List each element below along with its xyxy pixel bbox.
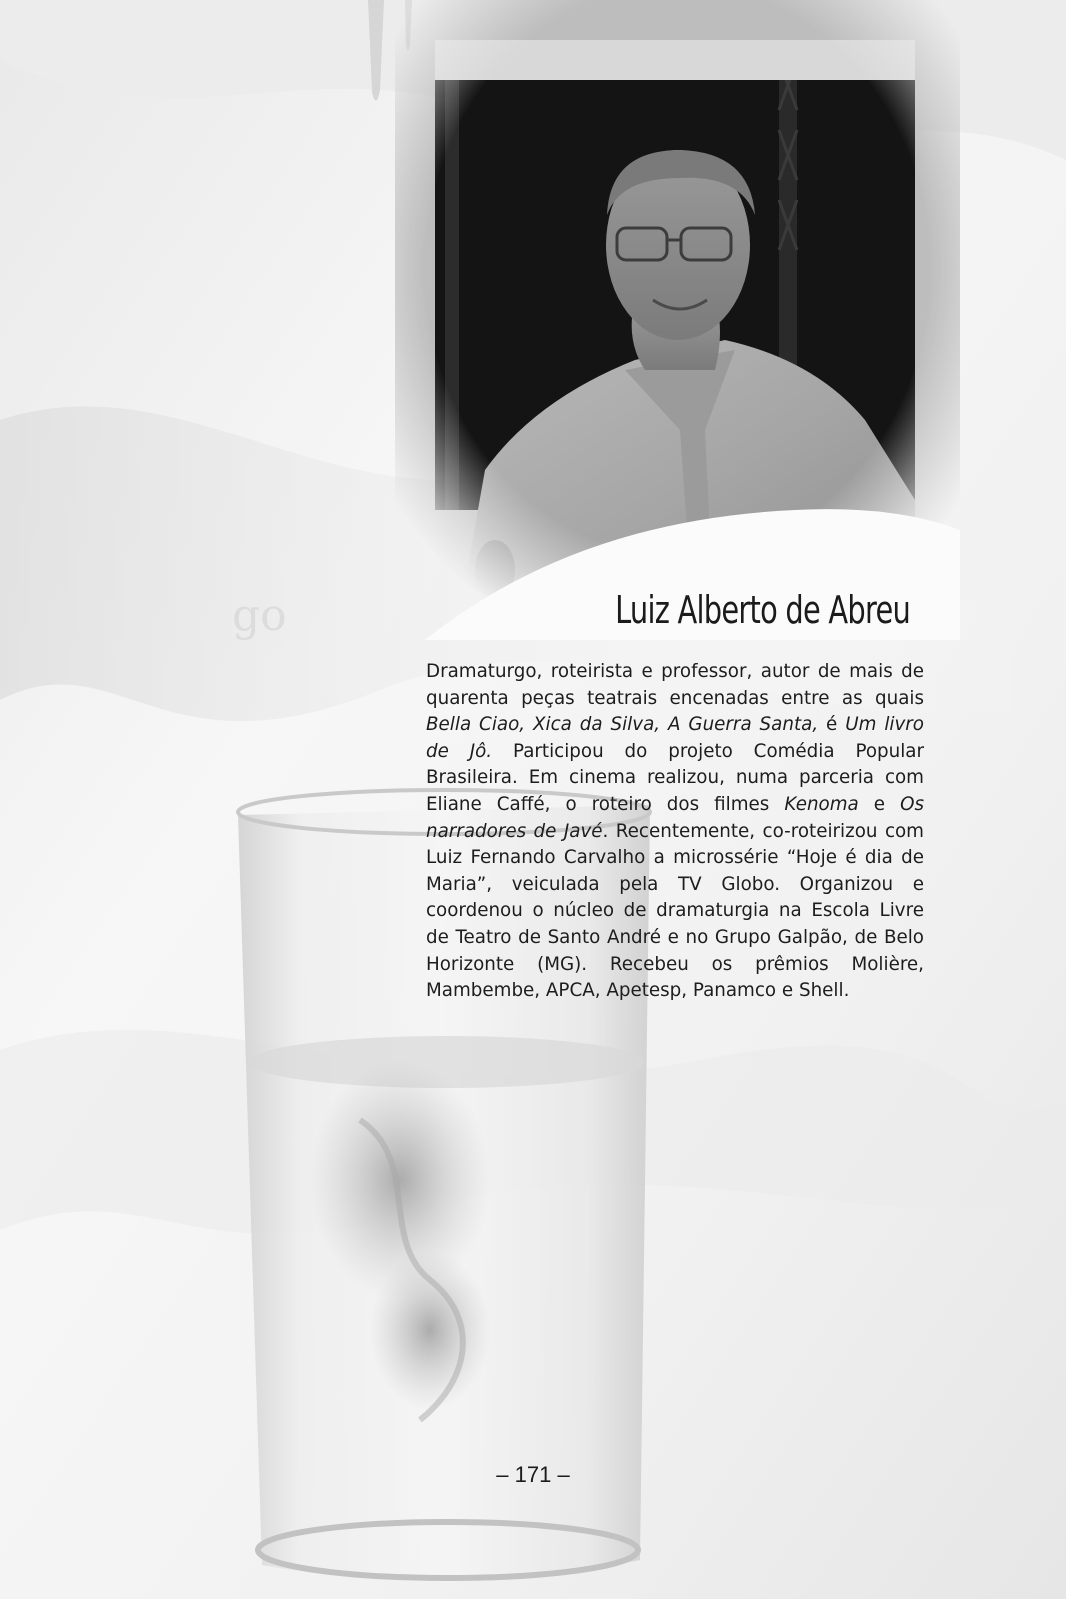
portrait-photo: [395, 0, 960, 640]
page-number: – 171 –: [496, 1462, 570, 1487]
bio-film-italic: Kenoma: [784, 793, 859, 815]
bio-works-italic: Bella Ciao, Xica da Silva, A Guerra Santa,: [426, 714, 819, 736]
bio-film-italic: Os narradores de Javé: [426, 793, 924, 842]
person-name-title: Luiz Alberto de Abreu: [615, 588, 910, 632]
bio-text: . Recentemente, co-roteirizou com Luiz Fernando Carvalho a microssérie “Hoje é dia de Maria”, veiculada pela TV Globo. Organizou e coordenou o núcleo de dramaturgia na Escola Livre de Teatro de Santo André e no Grupo Galpão, de Belo Horizonte (MG). Recebeu os prêmios Molière, Mambembe, APCA, Apetesp, Panamco e Shell.: [426, 820, 924, 1002]
svg-text:go: go: [232, 590, 287, 641]
bio-text: é: [818, 714, 846, 736]
biography-paragraph: [426, 659, 924, 1005]
bio-text: e: [858, 793, 901, 815]
bio-text: Participou do projeto Comédia Popular Brasileira. Em cinema realizou, numa parceria com Eliane Caffé, o roteiro dos filmes: [426, 740, 924, 815]
bio-work-italic: Um livro de Jô.: [426, 714, 924, 762]
bio-text: Dramaturgo, roteirista e professor, autor de mais de quarenta peças teatrais encenadas entre as quais: [426, 661, 924, 709]
